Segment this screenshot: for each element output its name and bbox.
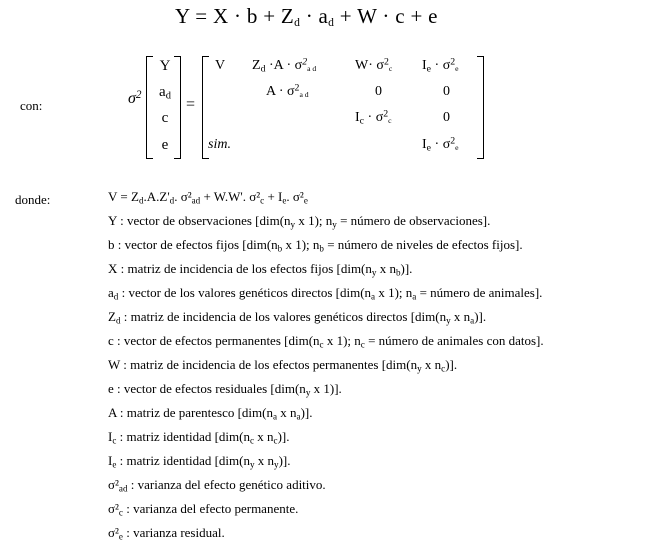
cell-zd-a-sigma: $Z_d \cdot A \cdot \sigma^2_{a d}$ [252,56,317,75]
eq-term-xb: X · b [212,4,258,28]
def-sigma-ad: $\sigma^2_{ad}$ : varianza del efecto genético aditivo. [108,477,326,494]
eq-plus: + [410,4,423,28]
def-sigma-e: $\sigma^2_e$ : varianza residual. [108,525,225,542]
cell-w-sigma: $W\cdot \sigma^2_c$ [355,56,393,73]
eq-equals: = [195,4,208,28]
con-label: con: [20,98,43,113]
def-w: W : matriz de incidencia de los efectos permanentes [$dim(n_y$ x $n_c$)]. [108,357,458,374]
eq-plus: + [339,4,352,28]
cell-sym: sim. [208,137,231,152]
def-ad: $a_d$ : vector de los valores genéticos directos [$dim(n_a$ x 1); $n_a$ = número de animales]. [108,285,543,302]
eq-lhs: Y [175,4,190,28]
vector-item-c: c [161,110,169,126]
cell-ie-sigma: $I_e \cdot \sigma^2_e$ [422,56,459,75]
eq-term-e: e [428,4,438,28]
eq-term-wc: W · c [357,4,405,28]
def-c: c : vector de efectos permanentes [$dim(n_c$ x 1); $n_c$ = número de animales con datos]. [108,333,544,350]
eq-plus: + [263,4,276,28]
v-formula: $V = Z_d.A.Z'_d$. $\sigma^2_{ad} + W.W'$. $\sigma^2_c + I_e$. $\sigma^2_e$ [108,189,308,206]
def-A: A : matriz de parentesco [$dim(n_a$ x $n_a$)]. [108,405,313,422]
vector-item-y: Y [159,58,171,74]
def-y: Y : vector de observaciones [$dim(n_y$ x 1); $n_y$ = número de observaciones]. [108,213,491,230]
cell-ic-sigma: $I_c \cdot \sigma^2_c$ [355,108,392,127]
vector-item-ad: $a_d$ [159,84,171,102]
matrix-equals: = [186,96,196,113]
def-b: b : vector de efectos fijos [$dim(n_b$ x 1); $n_b$ = número de niveles de efectos fijos]. [108,237,523,254]
cell-ie-sigma: $I_e \cdot \sigma^2_e$ [422,135,459,154]
model-equation [175,4,438,29]
donde-label: donde: [15,192,51,207]
def-sigma-c: $\sigma^2_c$ : varianza del efecto permanente. [108,501,299,518]
def-e: e : vector de efectos residuales [$dim(n_y$ x 1)]. [108,381,342,398]
vector-item-e: e [161,137,169,153]
cell-zero: 0 [375,84,382,99]
def-zd: $Z_d$ : matriz de incidencia de los valores genéticos directos [$dim(n_y$ x $n_a$)]. [108,309,487,326]
cell-a-sigma: $A \cdot \sigma^2_{a d}$ [266,82,309,99]
def-ic: $I_c$ : matriz identidad [$dim(n_c$ x $n_c$)]. [108,429,290,446]
cell-zero: 0 [443,84,450,99]
cell-zero: 0 [443,110,450,125]
matrix-right-bracket [477,56,484,159]
cell-v: V [215,58,226,73]
sigma-symbol: $\sigma^2$ [128,88,142,107]
def-x: X : matriz de incidencia de los efectos fijos [$dim(n_y$ x $n_b$)]. [108,261,413,278]
eq-term-z: $Z_d \cdot a_d$ [280,4,335,29]
def-ie: $I_e$ : matriz identidad [$dim(n_y$ x $n_y$)]. [108,453,291,470]
